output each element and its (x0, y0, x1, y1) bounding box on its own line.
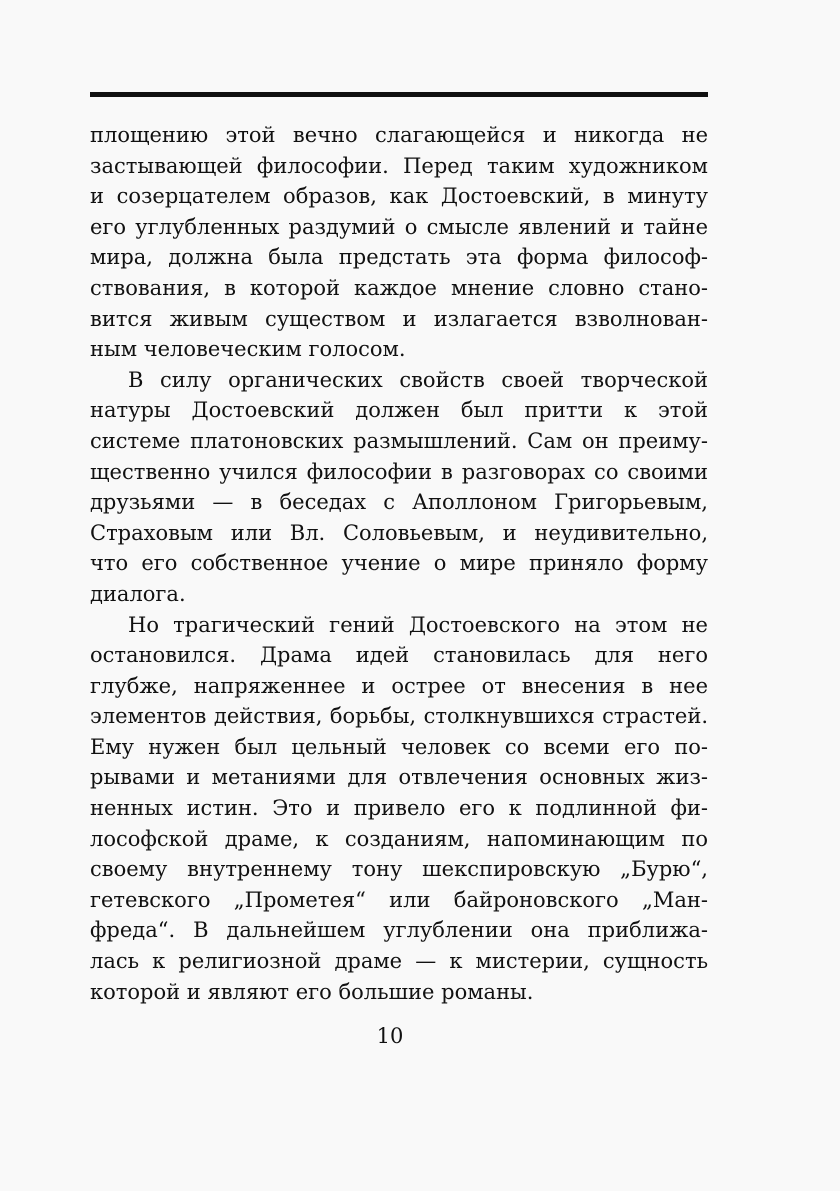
text-line: вится живым существом и излагается взволнован- (90, 306, 708, 331)
text-line: рывами и метаниями для отвлечения основных жиз- (90, 765, 708, 790)
body-text (90, 120, 708, 1007)
text-line: Ему нужен был цельный человек со всеми его по- (90, 734, 708, 759)
text-line: щественно учился философии в разговорах со своими (90, 459, 708, 484)
text-line: системе платоновских размышлений. Сам он преиму- (90, 428, 708, 453)
text-line: и созерцателем образов, как Достоевский, в минуту (90, 184, 708, 209)
text-line: своему внутреннему тону шекспировскую „Бурю“, (90, 857, 708, 882)
text-line: мира, должна была предстать эта форма философ- (90, 245, 708, 270)
text-line: площению этой вечно слагающейся и никогда не (90, 123, 708, 147)
text-line: Страховым или Вл. Соловьевым, и неудивительно, (90, 520, 708, 545)
text-line: застывающей философии. Перед таким художником (90, 153, 708, 178)
text-line: остановился. Драма идей становилась для него (90, 643, 708, 668)
text-line: его углубленных раздумий о смысле явлений и тайне (90, 214, 708, 239)
text-line: фреда“. В дальнейшем углублении она приближа- (90, 918, 708, 943)
text-line: гетевского „Прометея“ или байроновского „Ман- (90, 887, 708, 912)
page-number: 10 (376, 1024, 404, 1048)
text-line: ным человеческим голосом. (90, 337, 406, 362)
text-line: ненных истин. Это и привело его к подлинной фи- (90, 796, 708, 821)
text-line: ствования, в которой каждое мнение словно стано- (90, 275, 708, 300)
text-line: лософской драме, к созданиям, напоминающим по (90, 826, 708, 851)
text-line: что его собственное учение о мире приняло форму (90, 551, 708, 576)
text-line: В силу органических свойств своей творческой (128, 367, 708, 392)
text-line: глубже, напряженнее и острее от внесения в нее (90, 673, 708, 698)
text-line: диалога. (90, 581, 186, 606)
text-line: элементов действия, борьбы, столкнувшихся страстей. (90, 704, 708, 729)
text-line: которой и являют его большие романы. (90, 979, 534, 1004)
text-line: Но трагический гений Достоевского на этом не (128, 612, 708, 637)
text-line: натуры Достоевский должен был притти к этой (90, 398, 708, 423)
text-line: лась к религиозной драме — к мистерии, сущность (90, 949, 708, 974)
top-rule (90, 92, 708, 97)
text-line: друзьями — в беседах с Аполлоном Григорьевым, (90, 490, 708, 515)
